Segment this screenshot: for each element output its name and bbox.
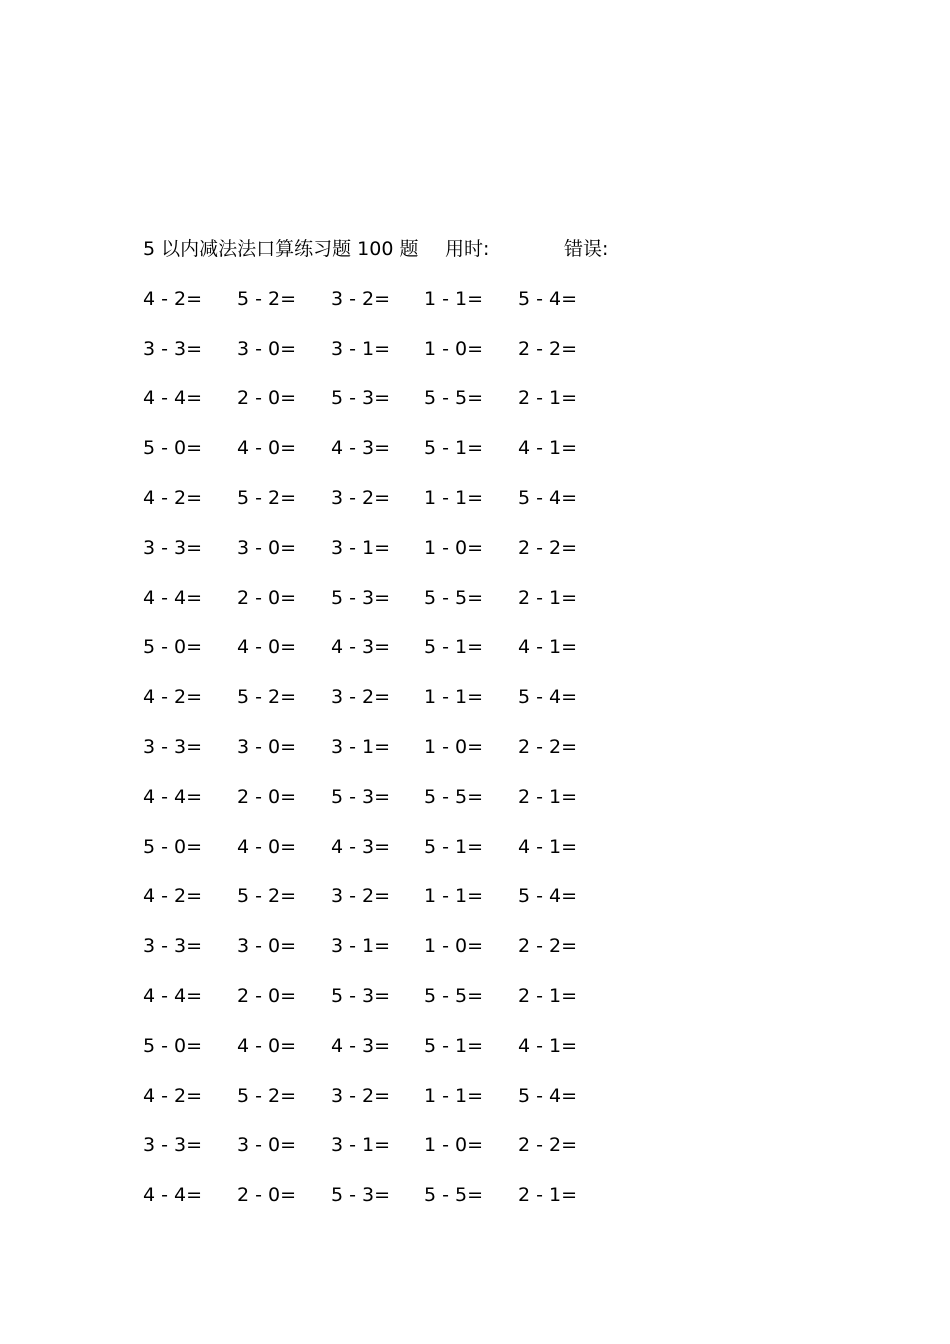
problem-cell: 4 - 1= — [518, 437, 578, 460]
problem-cell: 2 - 1= — [518, 387, 578, 410]
problem-cell: 3 - 2= — [331, 287, 391, 310]
problem-cell: 1 - 0= — [424, 935, 484, 958]
problem-cell: 2 - 1= — [518, 984, 578, 1007]
problem-cell: 3 - 3= — [143, 735, 203, 758]
problem-cell: 3 - 2= — [331, 1084, 391, 1107]
problem-cell: 4 - 4= — [143, 984, 203, 1007]
problem-cell: 4 - 1= — [518, 1034, 578, 1057]
problem-cell: 5 - 0= — [143, 636, 203, 659]
problem-cell: 5 - 4= — [518, 287, 578, 310]
problem-cell: 1 - 1= — [424, 686, 484, 709]
problem-cell: 1 - 1= — [424, 287, 484, 310]
problem-cell: 3 - 1= — [331, 536, 391, 559]
problem-cell: 4 - 3= — [331, 636, 391, 659]
problem-cell: 3 - 1= — [331, 1134, 391, 1157]
problem-cell: 5 - 2= — [237, 686, 297, 709]
problem-cell: 5 - 0= — [143, 437, 203, 460]
problem-cell: 3 - 0= — [237, 935, 297, 958]
problem-cell: 5 - 3= — [331, 785, 391, 808]
problem-cell: 2 - 0= — [237, 984, 297, 1007]
problem-cell: 5 - 4= — [518, 885, 578, 908]
problem-cell: 5 - 5= — [424, 785, 484, 808]
problem-cell: 5 - 3= — [331, 586, 391, 609]
problem-cell: 2 - 1= — [518, 586, 578, 609]
problem-cell: 4 - 2= — [143, 686, 203, 709]
problem-cell: 3 - 0= — [237, 536, 297, 559]
problem-cell: 5 - 5= — [424, 387, 484, 410]
errors-label: 错误: — [564, 238, 609, 260]
problem-cell: 4 - 2= — [143, 486, 203, 509]
problem-cell: 5 - 1= — [424, 437, 484, 460]
problem-cell: 3 - 0= — [237, 1134, 297, 1157]
problem-cell: 5 - 2= — [237, 287, 297, 310]
problem-cell: 2 - 1= — [518, 1184, 578, 1207]
problem-cell: 3 - 3= — [143, 536, 203, 559]
problem-cell: 1 - 1= — [424, 1084, 484, 1107]
problem-cell: 1 - 0= — [424, 735, 484, 758]
problem-cell: 1 - 0= — [424, 1134, 484, 1157]
problem-cell: 2 - 0= — [237, 586, 297, 609]
problem-cell: 4 - 0= — [237, 835, 297, 858]
problem-cell: 4 - 2= — [143, 885, 203, 908]
problem-cell: 4 - 3= — [331, 437, 391, 460]
problem-cell: 5 - 2= — [237, 1084, 297, 1107]
problem-cell: 5 - 3= — [331, 387, 391, 410]
problem-cell: 2 - 1= — [518, 785, 578, 808]
problem-cell: 3 - 1= — [331, 735, 391, 758]
problem-cell: 2 - 0= — [237, 387, 297, 410]
problem-cell: 3 - 0= — [237, 735, 297, 758]
worksheet-title: 5 以内减法法口算练习题 100 题 — [143, 238, 419, 260]
problem-cell: 2 - 2= — [518, 735, 578, 758]
problem-cell: 2 - 2= — [518, 1134, 578, 1157]
problem-cell: 1 - 1= — [424, 885, 484, 908]
problem-cell: 2 - 2= — [518, 935, 578, 958]
problem-cell: 5 - 0= — [143, 835, 203, 858]
problem-cell: 5 - 1= — [424, 1034, 484, 1057]
problem-cell: 3 - 1= — [331, 337, 391, 360]
problem-cell: 1 - 0= — [424, 337, 484, 360]
time-label: 用时: — [445, 238, 490, 260]
problem-cell: 3 - 2= — [331, 885, 391, 908]
problem-cell: 4 - 0= — [237, 1034, 297, 1057]
problem-cell: 2 - 2= — [518, 337, 578, 360]
problem-cell: 4 - 3= — [331, 1034, 391, 1057]
problem-cell: 5 - 4= — [518, 1084, 578, 1107]
problem-cell: 5 - 5= — [424, 984, 484, 1007]
problem-cell: 5 - 2= — [237, 486, 297, 509]
problem-cell: 4 - 1= — [518, 835, 578, 858]
problem-cell: 5 - 1= — [424, 835, 484, 858]
problem-cell: 4 - 1= — [518, 636, 578, 659]
problem-cell: 4 - 2= — [143, 1084, 203, 1107]
problem-cell: 3 - 2= — [331, 686, 391, 709]
problem-cell: 5 - 5= — [424, 586, 484, 609]
problem-cell: 3 - 1= — [331, 935, 391, 958]
worksheet — [143, 236, 743, 1207]
problem-cell: 2 - 0= — [237, 785, 297, 808]
problem-cell: 1 - 1= — [424, 486, 484, 509]
problem-cell: 5 - 2= — [237, 885, 297, 908]
problem-cell: 3 - 3= — [143, 1134, 203, 1157]
problem-cell: 2 - 2= — [518, 536, 578, 559]
problem-cell: 4 - 4= — [143, 387, 203, 410]
problem-cell: 4 - 2= — [143, 287, 203, 310]
problem-cell: 5 - 5= — [424, 1184, 484, 1207]
problem-cell: 4 - 4= — [143, 1184, 203, 1207]
worksheet-header — [143, 236, 743, 262]
problem-cell: 5 - 4= — [518, 686, 578, 709]
problem-cell: 3 - 2= — [331, 486, 391, 509]
problem-cell: 2 - 0= — [237, 1184, 297, 1207]
problem-cell: 5 - 1= — [424, 636, 484, 659]
problem-cell: 3 - 3= — [143, 337, 203, 360]
problem-cell: 1 - 0= — [424, 536, 484, 559]
problem-cell: 3 - 3= — [143, 935, 203, 958]
problem-cell: 4 - 3= — [331, 835, 391, 858]
problem-cell: 3 - 0= — [237, 337, 297, 360]
problem-cell: 4 - 4= — [143, 785, 203, 808]
problem-cell: 5 - 3= — [331, 1184, 391, 1207]
problem-cell: 4 - 0= — [237, 636, 297, 659]
problem-cell: 5 - 4= — [518, 486, 578, 509]
problem-cell: 5 - 3= — [331, 984, 391, 1007]
problem-cell: 5 - 0= — [143, 1034, 203, 1057]
problem-cell: 4 - 0= — [237, 437, 297, 460]
problem-cell: 4 - 4= — [143, 586, 203, 609]
